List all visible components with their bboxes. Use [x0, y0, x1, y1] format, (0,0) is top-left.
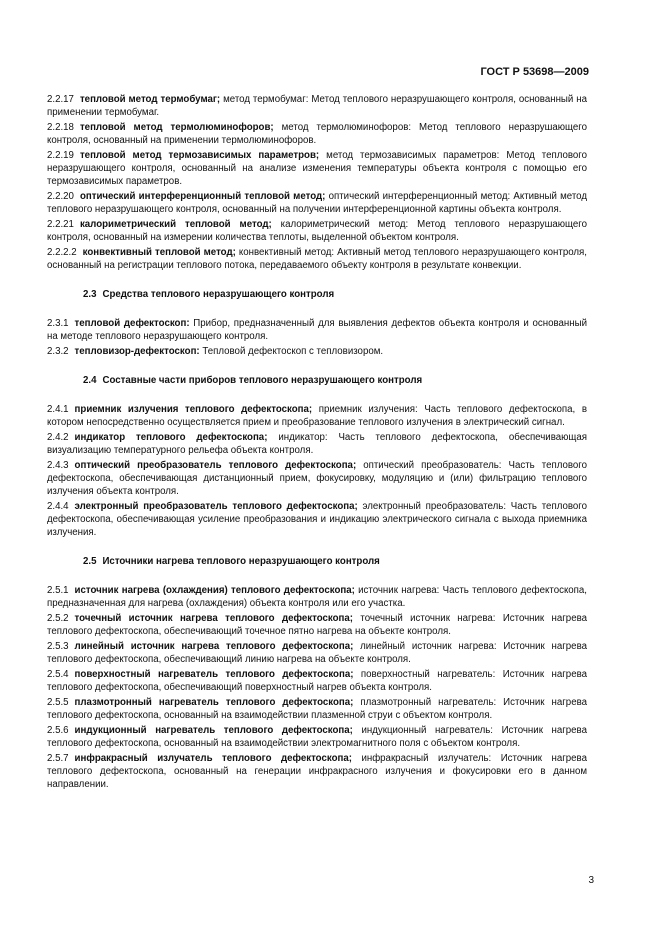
- term-name: приемник излучения теплового дефектоскопа;: [74, 404, 313, 415]
- definition-text: калориметрический метод: Метод теплового неразрушающего контроля, основанный на измерении количества теплоты, выделенной объектом контроля.: [47, 219, 587, 243]
- clause-number: 2.3.2: [47, 346, 69, 357]
- term-name: индукционный нагреватель теплового дефектоскопа;: [74, 725, 353, 736]
- section-title: Составные части приборов теплового неразрушающего контроля: [102, 375, 423, 386]
- definition-text: конвективный метод: Активный метод теплового неразрушающего контроля, основанный на регистрации теплового потока, передаваемого объекту контроля в результате конвекции.: [47, 247, 587, 271]
- clause-number: 2.4.2: [47, 432, 69, 443]
- term-definition: [47, 317, 587, 343]
- clause-number: 2.2.17: [47, 94, 74, 105]
- section-number: 2.3: [83, 289, 97, 300]
- section-heading: [83, 555, 587, 568]
- section-heading: [83, 288, 587, 301]
- definition-text: индукционный нагреватель: Источник нагрева теплового дефектоскопа, основанный на взаимодействии электромагнитного поля с объектом контроля.: [47, 725, 587, 749]
- term-definition: [47, 403, 587, 429]
- term-name: тепловизор-дефектоскоп:: [74, 346, 200, 357]
- section-title: Источники нагрева теплового неразрушающего контроля: [102, 556, 380, 567]
- definition-text: индикатор: Часть теплового дефектоскопа, обеспечивающая визуализацию температурного рельефа объекта контроля.: [47, 432, 588, 456]
- clause-number: 2.2.18: [47, 122, 74, 133]
- definition-text: метод термолюминофоров: Метод теплового неразрушающего контроля, основанный на применении термолюминофоров.: [47, 122, 587, 146]
- definition-text: источник нагрева: Часть теплового дефектоскопа, предназначенная для нагрева (охлаждения) объекта контроля или его участка.: [47, 585, 588, 609]
- clause-number: 2.2.19: [47, 150, 74, 161]
- section-number: 2.5: [83, 556, 97, 567]
- term-name: калориметрический тепловой метод;: [79, 219, 272, 230]
- clause-number: 2.4.1: [47, 404, 69, 415]
- term-name: тепловой метод термозависимых параметров;: [79, 150, 320, 161]
- term-definition: [47, 500, 587, 539]
- clause-number: 2.2.2.2: [47, 247, 77, 258]
- document-code: ГОСТ Р 53698—2009: [480, 66, 589, 78]
- page-number: 3: [588, 875, 594, 886]
- section-title: Средства теплового неразрушающего контроля: [102, 289, 335, 300]
- clause-number: 2.5.3: [47, 641, 69, 652]
- definition-text: электронный преобразователь: Часть теплового дефектоскопа, обеспечивающая усиление преобразования и индикацию электрического сигнала с выхода приемника излучения.: [47, 501, 587, 538]
- term-definition: [47, 190, 587, 216]
- clause-number: 2.2.20: [47, 191, 74, 202]
- document-body: [47, 93, 587, 793]
- term-name: тепловой метод термолюминофоров;: [79, 122, 274, 133]
- term-definition: [47, 752, 587, 791]
- term-name: источник нагрева (охлаждения) теплового дефектоскопа;: [74, 585, 355, 596]
- definition-text: приемник излучения: Часть теплового дефектоскопа, в котором непосредственно осуществляется прием и преобразование теплового излучения в электрический сигнал.: [47, 404, 587, 428]
- term-name: инфракрасный излучатель теплового дефектоскопа;: [74, 753, 352, 764]
- clause-number: 2.2.21: [47, 219, 74, 230]
- clause-number: 2.5.4: [47, 669, 69, 680]
- term-name: тепловой дефектоскоп:: [74, 318, 190, 329]
- term-name: индикатор теплового дефектоскопа;: [74, 432, 268, 443]
- term-name: электронный преобразователь теплового дефектоскопа;: [74, 501, 358, 512]
- definition-text: линейный источник нагрева: Источник нагрева теплового дефектоскопа, обеспечивающий линию нагрева на объекте контроля.: [47, 641, 587, 665]
- term-definition: [47, 668, 587, 694]
- definition-text: инфракрасный излучатель: Источник нагрева теплового дефектоскопа, основанный на генерации инфракрасного излучения и фокусировки его в данном направлении.: [47, 753, 587, 790]
- clause-number: 2.4.4: [47, 501, 69, 512]
- definition-text: оптический преобразователь: Часть теплового дефектоскопа, обеспечивающая дистанционный прием, фокусировку, модуляцию и (или) фильтрацию теплового излучения объекта контроля.: [47, 460, 587, 497]
- term-name: оптический преобразователь теплового дефектоскопа;: [74, 460, 357, 471]
- clause-number: 2.5.1: [47, 585, 69, 596]
- definition-text: метод термозависимых параметров: Метод теплового неразрушающего контроля, основанный на анализе изменения температуры объекта контроля с помощью его термозависимых параметров.: [47, 150, 587, 187]
- definition-text: плазмотронный нагреватель: Источник нагрева теплового дефектоскопа, основанный на взаимодействии плазменной струи с объектом контроля.: [47, 697, 588, 721]
- clause-number: 2.5.6: [47, 725, 69, 736]
- term-definition: [47, 149, 587, 188]
- term-definition: [47, 724, 587, 750]
- term-name: плазмотронный нагреватель теплового дефектоскопа;: [74, 697, 354, 708]
- clause-number: 2.5.7: [47, 753, 69, 764]
- term-definition: [47, 612, 587, 638]
- term-definition: [47, 640, 587, 666]
- definition-text: Тепловой дефектоскоп с тепловизором.: [202, 346, 384, 357]
- definition-text: точечный источник нагрева: Источник нагрева теплового дефектоскопа, обеспечивающий точечное пятно нагрева на объекте контроля.: [47, 613, 588, 637]
- term-name: точечный источник нагрева теплового дефектоскопа;: [74, 613, 353, 624]
- term-name: линейный источник нагрева теплового дефектоскопа;: [74, 641, 354, 652]
- term-definition: [47, 345, 587, 358]
- term-definition: [47, 218, 587, 244]
- term-name: поверхностный нагреватель теплового дефектоскопа;: [74, 669, 354, 680]
- term-definition: [47, 93, 587, 119]
- term-name: тепловой метод термобумаг;: [79, 94, 221, 105]
- term-definition: [47, 121, 587, 147]
- term-definition: [47, 584, 587, 610]
- definition-text: метод термобумаг: Метод теплового неразрушающего контроля, основанный на применении термобумаг.: [47, 94, 587, 118]
- clause-number: 2.3.1: [47, 318, 69, 329]
- definition-text: поверхностный нагреватель: Источник нагрева теплового дефектоскопа, обеспечивающий поверхностный нагрев объекта контроля.: [47, 669, 588, 693]
- definition-text: оптический интерференционный метод: Активный метод теплового неразрушающего контроля, основанный на получении интерференционной картины объекта контроля.: [47, 191, 587, 215]
- term-definition: [47, 431, 587, 457]
- term-definition: [47, 696, 587, 722]
- section-number: 2.4: [83, 375, 97, 386]
- clause-number: 2.5.2: [47, 613, 69, 624]
- clause-number: 2.5.5: [47, 697, 69, 708]
- section-heading: [83, 374, 587, 387]
- clause-number: 2.4.3: [47, 460, 69, 471]
- term-definition: [47, 246, 587, 272]
- definition-text: Прибор, предназначенный для выявления дефектов объекта контроля и основанный на методе теплового неразрушающего контроля.: [47, 318, 588, 342]
- term-definition: [47, 459, 587, 498]
- term-name: оптический интерференционный тепловой метод;: [79, 191, 326, 202]
- term-name: конвективный тепловой метод;: [82, 247, 236, 258]
